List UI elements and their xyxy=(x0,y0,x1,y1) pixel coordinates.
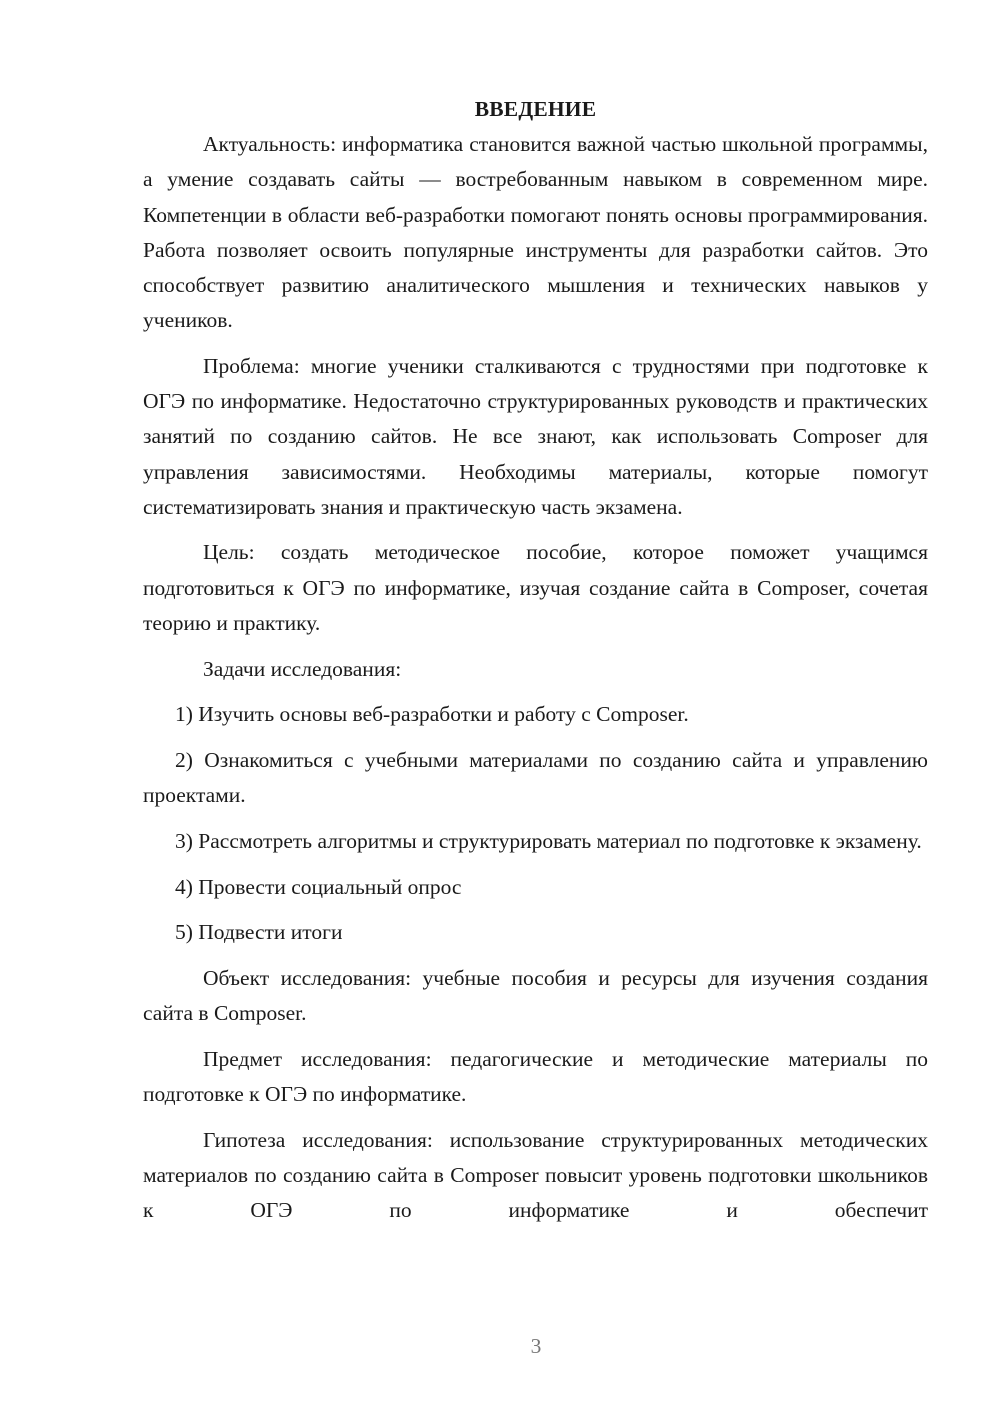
tasks-list xyxy=(143,697,928,950)
document-page xyxy=(143,92,928,1239)
section-title: ВВЕДЕНИЕ xyxy=(474,97,597,121)
list-item: 1) Изучить основы веб-разработки и работу с Composer. xyxy=(175,702,689,727)
list-item: 3) Рассмотреть алгоритмы и структурировать материал по подготовке к экзамену. xyxy=(175,828,922,853)
page-number: 3 xyxy=(530,1334,542,1358)
list-item: 5) Подвести итоги xyxy=(175,920,343,945)
paragraph-object: Объект исследования: учебные пособия и ресурсы для изучения создания сайта в Composer. xyxy=(143,965,928,1026)
paragraph-goal: Цель: создать методическое пособие, которое поможет учащимся подготовиться к ОГЭ по информатике, изучая создание сайта в Composer, сочетая теорию и практику. xyxy=(143,540,928,635)
paragraph-problem: Проблема: многие ученики сталкиваются с трудностями при подготовке к ОГЭ по информатике. Недостаточно структурированных руководств и практических занятий по созданию сайтов. Не все знают, как использовать Composer для управления зависимостями. Необходимы материалы, которые помогут систематизировать знания и практическую часть экзамена. xyxy=(143,353,928,519)
paragraph-hypothesis: Гипотеза исследования: использование структурированных методических материалов по созданию сайта в Composer повысит уровень подготовки школьников к ОГЭ по информатике и обеспечит xyxy=(143,1127,928,1223)
list-item: 4) Провести социальный опрос xyxy=(175,874,462,899)
list-item: 2) Ознакомиться с учебными материалами по созданию сайта и управлению проектами. xyxy=(143,747,928,808)
paragraph-relevance: Актуальность: информатика становится важной частью школьной программы, а умение создавать сайты — востребованным навыком в современном мире. Компетенции в области веб-разработки помогают понять основы программирования. Работа позволяет освоить популярные инструменты для разработки сайтов. Это способствует развитию аналитического мышления и технических навыков у учеников. xyxy=(143,132,928,333)
paragraph-subject: Предмет исследования: педагогические и методические материалы по подготовке к ОГЭ по информатике. xyxy=(143,1046,928,1107)
paragraph-tasks-heading: Задачи исследования: xyxy=(203,656,402,681)
